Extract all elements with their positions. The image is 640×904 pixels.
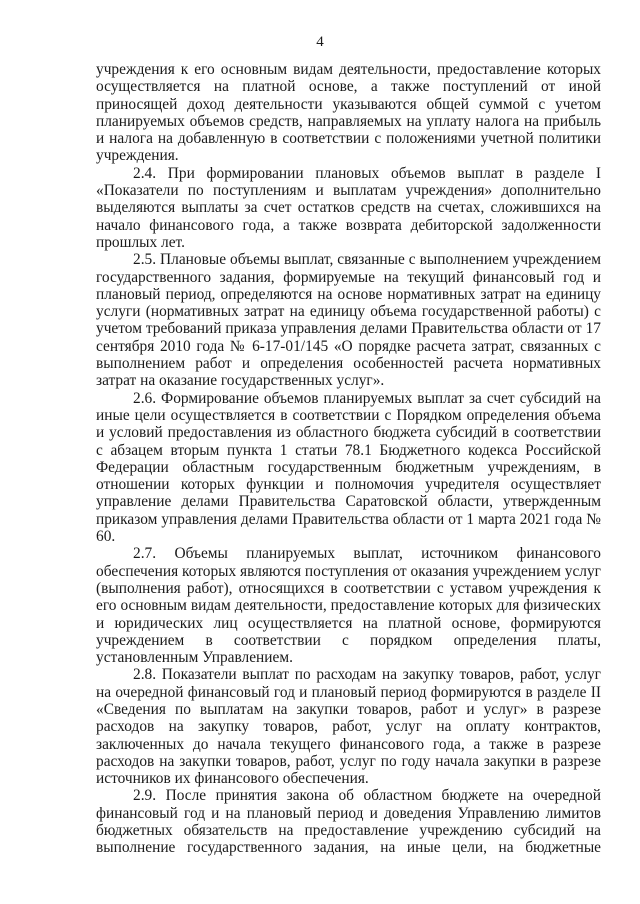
paragraph-2-7: 2.7. Объемы планируемых выплат, источником финансового обеспечения которых являются поступления от оказания учреждением услуг (выполнения работ), относящихся в соответствии с уставом учреждения к его основным видам деятельности, предоставление которых для физических и юридических лиц осуществляется на платной основе, формируются учреждением в соответствии с порядком определения платы, установленным Управлением.: [96, 545, 601, 667]
paragraph-2-9: 2.9. После принятия закона об областном бюджете на очередной финансовый год и на плановый период и доведения Управлению лимитов бюджетных обязательств на предоставление учреждению субсидий на выполнение государственного задания, на иные цели, на бюджетные: [96, 787, 601, 857]
paragraph-2-5: 2.5. Плановые объемы выплат, связанные с выполнением учреждением государственного задания, формируемые на текущий финансовый год и плановый период, определяются на основе нормативных затрат на единицу услуги (нормативных затрат на единицу объема государственной работы) с учетом требований приказа управления делами Правительства области от 17 сентября 2010 года № 6-17-01/145 «О порядке расчета затрат, связанных с выполнением работ и определения особенностей расчета нормативных затрат на оказание государственных услуг».: [96, 251, 601, 390]
paragraph-continuation: учреждения к его основным видам деятельности, предоставление которых осуществляется на платной основе, а также поступлений от иной приносящей доход деятельности указываются общей суммой с учетом планируемых объемов средств, направляемых на уплату налога на прибыль и налога на добавленную в соответствии с положениями учетной политики учреждения.: [96, 61, 601, 165]
paragraph-2-6: 2.6. Формирование объемов планируемых выплат за счет субсидий на иные цели осуществляется в соответствии с Порядком определения объема и условий предоставления из областного бюджета субсидий в соответствии с абзацем вторым пункта 1 статьи 78.1 Бюджетного кодекса Российской Федерации областным государственным бюджетным учреждениям, в отношении которых функции и полномочия учредителя осуществляет управление делами Правительства Саратовской области, утвержденным приказом управления делами Правительства области от 1 марта 2021 года № 60.: [96, 389, 601, 546]
paragraph-2-4: 2.4. При формировании плановых объемов выплат в разделе I «Показатели по поступлениям и выплатам учреждения» дополнительно выделяются выплаты за счет остатков средств на счетах, сложившихся на начало финансового года, а также возврата дебиторской задолженности прошлых лет.: [96, 164, 601, 251]
page-number: 4: [316, 34, 324, 50]
document-body: [96, 61, 601, 857]
paragraph-2-8: 2.8. Показатели выплат по расходам на закупку товаров, работ, услуг на очередной финансовый год и плановый период формируются в разделе II «Сведения по выплатам на закупки товаров, работ и услуг» в разрезе расходов на закупку товаров, работ, услуг на оплату контрактов, заключенных до начала текущего финансового года, а также в разрезе расходов на закупки товаров, работ, услуг по году начала закупки в разрезе источников их финансового обеспечения.: [96, 666, 601, 788]
